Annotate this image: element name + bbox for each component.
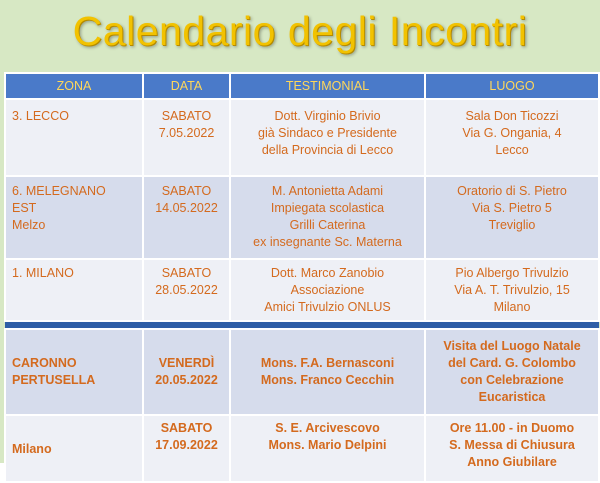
cell-line: Lecco bbox=[495, 143, 529, 157]
table-row bbox=[5, 329, 599, 415]
table-row bbox=[5, 99, 599, 176]
cell-testimonial bbox=[230, 259, 425, 321]
cell-line: 3. LECCO bbox=[12, 109, 69, 123]
divider-bar bbox=[5, 321, 599, 329]
cell-line: 20.05.2022 bbox=[155, 373, 218, 387]
cell-luogo bbox=[425, 329, 599, 415]
cell-line: Mons. Mario Delpini bbox=[268, 438, 387, 452]
cell-data bbox=[143, 99, 230, 176]
cell-line: Pio Albergo Trivulzio bbox=[455, 266, 569, 280]
cell-line: Impiegata scolastica bbox=[270, 201, 385, 215]
cell-zona bbox=[5, 99, 143, 176]
cell-line: Via G. Ongania, 4 bbox=[462, 126, 562, 140]
cell-testimonial bbox=[230, 176, 425, 259]
cell-line: Eucaristica bbox=[478, 390, 546, 404]
cell-line: Anno Giubilare bbox=[467, 455, 557, 469]
header-testimonial: TESTIMONIAL bbox=[230, 73, 425, 99]
cell-luogo bbox=[425, 259, 599, 321]
cell-line: Mons. F.A. Bernasconi bbox=[260, 356, 395, 370]
cell-testimonial bbox=[230, 415, 425, 482]
cell-line: della Provincia di Lecco bbox=[261, 143, 394, 157]
cell-line: Sala Don Ticozzi bbox=[465, 109, 559, 123]
cell-line: ex insegnante Sc. Materna bbox=[253, 235, 402, 249]
cell-line: Treviglio bbox=[488, 218, 536, 232]
cell-line: SABATO bbox=[161, 266, 212, 280]
cell-data bbox=[143, 259, 230, 321]
cell-line: EST bbox=[12, 201, 37, 215]
table-row bbox=[5, 259, 599, 321]
cell-line: 7.05.2022 bbox=[158, 126, 215, 140]
cell-line: del Card. G. Colombo bbox=[448, 356, 576, 370]
cell-line: SABATO bbox=[161, 184, 212, 198]
meetings-table bbox=[4, 72, 600, 483]
cell-line: Amici Trivulzio ONLUS bbox=[264, 300, 391, 314]
cell-line: 28.05.2022 bbox=[155, 283, 218, 297]
cell-testimonial bbox=[230, 99, 425, 176]
cell-line: VENERDÌ bbox=[158, 356, 215, 370]
cell-line: Milano bbox=[493, 300, 531, 314]
cell-line: 1. MILANO bbox=[12, 266, 74, 280]
cell-line: Via S. Pietro 5 bbox=[472, 201, 552, 215]
cell-line: M. Antonietta Adami bbox=[271, 184, 384, 198]
cell-line: Dott. Marco Zanobio bbox=[270, 266, 385, 280]
cell-line: Mons. Franco Cecchin bbox=[260, 373, 395, 387]
cell-luogo bbox=[425, 99, 599, 176]
cell-zona bbox=[5, 329, 143, 415]
cell-line: Associazione bbox=[290, 283, 365, 297]
header-data: DATA bbox=[143, 73, 230, 99]
cell-line: S. E. Arcivescovo bbox=[275, 421, 380, 435]
table-header-row bbox=[5, 73, 599, 99]
table-row bbox=[5, 415, 599, 482]
header-zona: ZONA bbox=[5, 73, 143, 99]
cell-data bbox=[143, 415, 230, 482]
cell-luogo bbox=[425, 176, 599, 259]
cell-luogo bbox=[425, 415, 599, 482]
cell-line: 6. MELEGNANO bbox=[12, 184, 106, 198]
cell-zona bbox=[5, 176, 143, 259]
cell-zona bbox=[5, 415, 143, 482]
cell-data bbox=[143, 329, 230, 415]
cell-line: Milano bbox=[12, 441, 52, 456]
cell-line: SABATO bbox=[160, 421, 213, 435]
poster-title bbox=[0, 0, 600, 70]
title-text: Calendario degli Incontri bbox=[72, 8, 528, 54]
cell-line: con Celebrazione bbox=[460, 373, 564, 387]
cell-line: Ore 11.00 - in Duomo bbox=[449, 421, 575, 435]
cell-line: Oratorio di S. Pietro bbox=[457, 184, 567, 198]
header-luogo: LUOGO bbox=[425, 73, 599, 99]
cell-line: SABATO bbox=[161, 109, 212, 123]
cell-line: Grilli Caterina bbox=[289, 218, 366, 232]
cell-zona bbox=[5, 259, 143, 321]
cell-testimonial bbox=[230, 329, 425, 415]
cell-data bbox=[143, 176, 230, 259]
cell-line: PERTUSELLA bbox=[12, 373, 96, 387]
table-row bbox=[5, 176, 599, 259]
cell-line: Via A. T. Trivulzio, 15 bbox=[454, 283, 570, 297]
cell-line: 14.05.2022 bbox=[155, 201, 218, 215]
cell-line: Visita del Luogo Natale bbox=[443, 339, 581, 353]
cell-line: Dott. Virginio Brivio bbox=[274, 109, 381, 123]
cell-line: S. Messa di Chiusura bbox=[449, 438, 575, 452]
section-divider bbox=[5, 321, 599, 329]
cell-line: 17.09.2022 bbox=[155, 438, 218, 452]
cell-line: CARONNO bbox=[12, 356, 77, 370]
cell-line: Melzo bbox=[12, 218, 46, 232]
cell-line: già Sindaco e Presidente bbox=[258, 126, 397, 140]
